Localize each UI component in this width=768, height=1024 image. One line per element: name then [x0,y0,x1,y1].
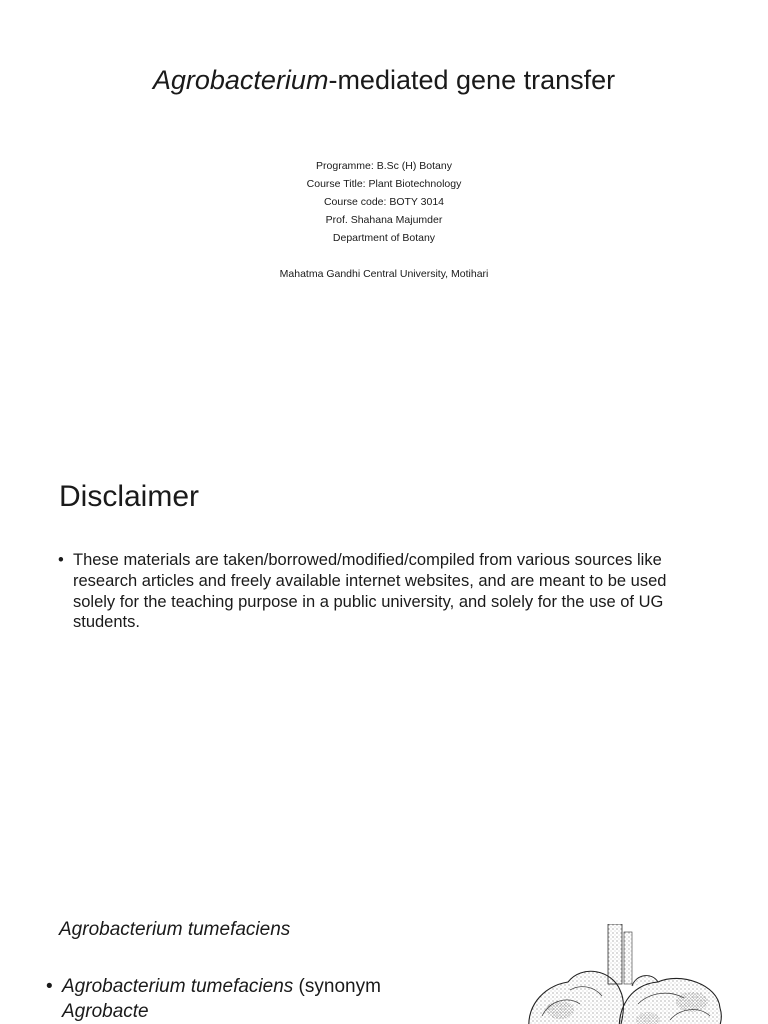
university-line: Mahatma Gandhi Central University, Motihari [279,268,489,280]
list-item [58,550,708,633]
disclaimer-heading: Disclaimer [59,480,200,513]
bullet-marker: • [46,976,53,997]
slide-subheading: Agrobacterium tumefaciens [59,919,291,940]
bullet-italic-1: Agrobacterium tumefaciens [62,976,294,997]
disclaimer-bullets [58,550,708,633]
bullet-marker: • [58,551,64,569]
title-rest-part: -mediated gene transfer [328,65,616,95]
course-code-line: Course code: BOTY 3014 [323,196,445,208]
professor-line: Prof. Shahana Majumder [325,214,443,226]
course-info [0,157,768,283]
programme-line: Programme: B.Sc (H) Botany [316,160,452,172]
bullet-italic-2: Agrobacte [62,1001,149,1022]
course-title-line: Course Title: Plant Biotechnology [306,178,462,190]
bullet-plain-1: (synonym [293,976,381,997]
agrobacterium-slide [0,864,768,1024]
disclaimer-slide [0,432,768,864]
title-slide [0,0,768,432]
crown-gall-illustration-icon [520,924,750,1024]
disclaimer-text: These materials are taken/borrowed/modified/compiled from various sources like research articles and freely available internet websites, and are meant to be used solely for the teaching purpose in a public university, and solely for the use of UG students. [73,551,667,632]
bullet-text [46,974,386,1024]
title-italic-part: Agrobacterium [152,65,329,95]
list-item [46,974,386,1024]
presentation-title [0,62,768,98]
info-spacer [0,247,768,265]
department-line: Department of Botany [332,232,436,244]
